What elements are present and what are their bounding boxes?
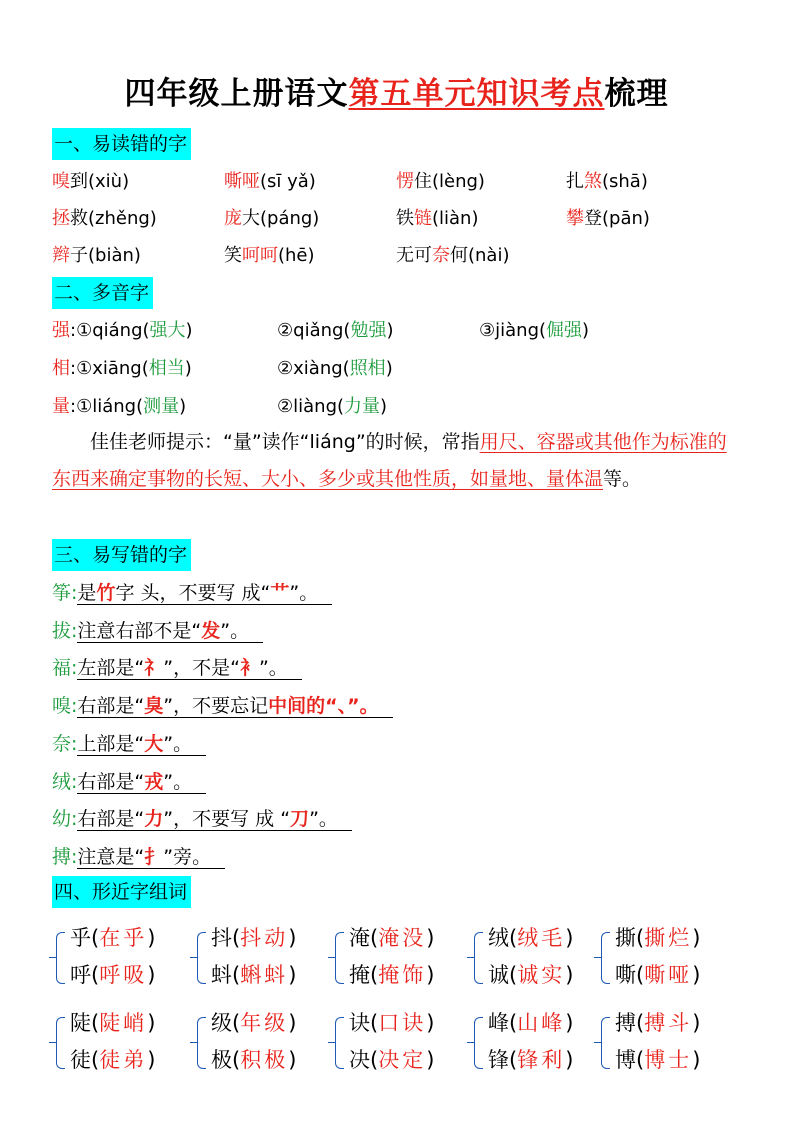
note-text: ”，不是“ <box>163 657 240 680</box>
paren-close: ) <box>426 963 435 987</box>
bracket-icon <box>56 1017 65 1069</box>
word-pinyin: 何(nài) <box>450 245 510 266</box>
polyphone-word: 相当 <box>148 358 185 379</box>
paren-open: ( <box>636 926 645 950</box>
polyphone-pinyin: ②liàng( <box>277 396 345 417</box>
polyphone-char: 强 <box>52 320 70 341</box>
writing-row <box>52 842 225 872</box>
similar-char-line <box>488 1005 573 1042</box>
word-cell <box>396 241 509 271</box>
note-text: 注意右部不是“ <box>77 619 202 642</box>
similar-word: 撕烂 <box>644 926 693 950</box>
note-highlight: 力 <box>144 808 164 831</box>
word-pinyin: (sī yǎ) <box>260 171 316 192</box>
note-text: ”。 <box>258 657 288 680</box>
paren-open: ( <box>91 1011 100 1035</box>
paren-close: ) <box>288 1011 297 1035</box>
paren-close: ) <box>565 1011 574 1035</box>
similar-char-group <box>488 920 573 994</box>
similar-char: 抖 <box>211 926 232 950</box>
title-pre: 四年级上册语文 <box>124 76 349 112</box>
bracket-icon <box>197 932 206 984</box>
similar-char-group <box>211 1005 296 1079</box>
note-text: 是 <box>77 582 97 604</box>
similar-char-group <box>488 1005 573 1079</box>
paren-close: ) <box>147 963 156 987</box>
writing-note <box>77 846 225 869</box>
word-cell <box>566 204 650 234</box>
word-highlight: 链 <box>414 208 432 229</box>
polyphone-close: ) <box>185 320 193 341</box>
paren-open: ( <box>232 926 241 950</box>
writing-row <box>52 691 393 721</box>
similar-char-line <box>70 1005 155 1042</box>
similar-char-line <box>615 1005 700 1042</box>
word-plain: 扎 <box>566 171 584 192</box>
word-highlight: 嘶哑 <box>224 171 260 192</box>
paren-open: ( <box>370 963 379 987</box>
similar-char-line <box>615 1042 700 1079</box>
similar-char-group <box>615 1005 700 1079</box>
similar-word: 诚实 <box>517 963 566 987</box>
similar-word: 口诀 <box>378 1011 427 1035</box>
word-highlight: 煞 <box>584 171 602 192</box>
polyphone-pinyin: ②xiàng( <box>277 358 350 379</box>
section-heading-4: 四、形近字组词 <box>52 876 191 908</box>
similar-char: 锋 <box>488 1048 509 1072</box>
note-highlight: 艹 <box>270 582 290 604</box>
writing-note <box>77 620 263 643</box>
polyphone-item <box>277 316 393 346</box>
word-highlight: 呵呵 <box>242 245 278 266</box>
word-highlight: 愣 <box>396 171 414 192</box>
similar-word: 掩饰 <box>378 963 427 987</box>
polyphone-char: 相 <box>52 358 70 379</box>
paren-close: ) <box>147 1011 156 1035</box>
word-highlight: 庞 <box>224 208 242 229</box>
paren-open: ( <box>636 963 645 987</box>
paren-open: ( <box>370 1011 379 1035</box>
similar-word: 蝌蚪 <box>240 963 289 987</box>
similar-char: 决 <box>349 1048 370 1072</box>
similar-char: 诀 <box>349 1011 370 1035</box>
paren-open: ( <box>509 1011 518 1035</box>
word-highlight: 奈 <box>432 245 450 266</box>
word-cell <box>224 167 316 197</box>
paren-open: ( <box>232 963 241 987</box>
paren-close: ) <box>692 1011 701 1035</box>
writing-char-label: 奈: <box>52 732 78 755</box>
similar-char: 掩 <box>349 963 370 987</box>
paren-open: ( <box>370 1048 379 1072</box>
title-highlight: 第五单元知识考点 <box>348 76 605 112</box>
similar-char: 搏 <box>615 1011 636 1035</box>
similar-word: 博士 <box>644 1048 693 1072</box>
word-cell <box>52 241 141 271</box>
paren-open: ( <box>232 1011 241 1035</box>
similar-char-line <box>70 1042 155 1079</box>
paren-close: ) <box>565 963 574 987</box>
word-plain: 无可 <box>396 245 432 266</box>
word-highlight: 嗅 <box>52 171 70 192</box>
word-pinyin: 大(páng) <box>242 208 320 229</box>
similar-char-line <box>488 1042 573 1079</box>
bracket-icon <box>474 1017 483 1069</box>
paren-open: ( <box>91 963 100 987</box>
similar-char: 淹 <box>349 926 370 950</box>
note-text: 左部是“ <box>77 657 145 680</box>
paren-open: ( <box>636 1048 645 1072</box>
similar-char: 蚪 <box>211 963 232 987</box>
similar-char: 峰 <box>488 1011 509 1035</box>
writing-char-label: 福: <box>52 657 78 680</box>
note-text: 右部是“ <box>77 770 145 793</box>
polyphone-item <box>52 316 193 346</box>
word-plain: 铁 <box>396 208 414 229</box>
word-highlight: 攀 <box>566 208 584 229</box>
note-text: ”。 <box>163 732 193 755</box>
note-highlight: 衤 <box>239 657 259 680</box>
paren-close: ) <box>288 1048 297 1072</box>
note-highlight: 臭 <box>144 695 164 718</box>
similar-word: 搏斗 <box>644 1011 693 1035</box>
similar-char-line <box>349 1042 434 1079</box>
polyphone-item <box>479 316 589 346</box>
similar-char-group <box>70 1005 155 1079</box>
similar-char: 撕 <box>615 926 636 950</box>
writing-row <box>52 804 352 834</box>
writing-row <box>52 578 332 608</box>
bracket-icon <box>56 932 65 984</box>
word-cell <box>52 204 157 234</box>
writing-row <box>52 616 263 646</box>
note-text: ”。 <box>163 770 193 793</box>
similar-char: 嘶 <box>615 963 636 987</box>
similar-word: 陡峭 <box>99 1011 148 1035</box>
page-title <box>0 68 793 113</box>
similar-char: 诚 <box>488 963 509 987</box>
polyphone-item <box>52 392 186 422</box>
polyphone-close: ) <box>385 358 393 379</box>
word-cell <box>224 241 315 271</box>
note-highlight: 戎 <box>144 770 164 793</box>
similar-char: 博 <box>615 1048 636 1072</box>
similar-word: 淹没 <box>378 926 427 950</box>
word-highlight: 辫 <box>52 245 70 266</box>
tip-paragraph <box>52 424 732 498</box>
note-text: ”旁。 <box>163 845 212 868</box>
writing-char-label: 拔: <box>52 619 78 642</box>
bracket-icon <box>601 932 610 984</box>
paren-open: ( <box>509 963 518 987</box>
polyphone-close: ) <box>179 396 187 417</box>
word-cell <box>224 204 319 234</box>
polyphone-char: 量 <box>52 396 70 417</box>
similar-char-line <box>615 957 700 994</box>
word-pinyin: 到(xiù) <box>70 171 130 192</box>
polyphone-word: 测量 <box>143 396 180 417</box>
similar-char-group <box>349 1005 434 1079</box>
similar-char-group <box>349 920 434 994</box>
paren-open: ( <box>232 1048 241 1072</box>
similar-char: 徒 <box>70 1048 91 1072</box>
paren-close: ) <box>426 1048 435 1072</box>
note-highlight: 礻 <box>144 657 164 680</box>
polyphone-pinyin: :①xiāng( <box>70 358 149 379</box>
similar-char-line <box>70 920 155 957</box>
similar-char-line <box>211 920 296 957</box>
note-text: ”。 <box>309 808 338 831</box>
writing-note <box>77 733 206 756</box>
note-text: ”，不要忘记 <box>163 695 269 718</box>
tip-pre: 佳佳老师提示：“量”读作“liáng”的时候，常指 <box>90 431 480 453</box>
writing-char-label: 幼: <box>52 808 78 831</box>
bracket-icon <box>474 932 483 984</box>
similar-char: 乎 <box>70 926 91 950</box>
similar-char: 级 <box>211 1011 232 1035</box>
polyphone-word: 照相 <box>349 358 386 379</box>
word-plain: 笑 <box>224 245 242 266</box>
similar-word: 决定 <box>378 1048 427 1072</box>
paren-close: ) <box>565 1048 574 1072</box>
word-pinyin: (shā) <box>602 171 648 192</box>
word-cell <box>52 167 129 197</box>
similar-word: 锋利 <box>517 1048 566 1072</box>
writing-note <box>77 695 392 718</box>
bracket-icon <box>335 1017 344 1069</box>
bracket-icon <box>335 932 344 984</box>
bracket-icon <box>197 1017 206 1069</box>
similar-char-line <box>70 957 155 994</box>
note-text: 上部是“ <box>77 732 145 755</box>
note-text: 注意是“ <box>77 845 145 868</box>
similar-char-line <box>615 920 700 957</box>
paren-open: ( <box>509 926 518 950</box>
paren-close: ) <box>692 926 701 950</box>
section-heading-2: 二、多音字 <box>52 277 153 309</box>
paren-close: ) <box>147 926 156 950</box>
note-highlight: 扌 <box>144 845 164 868</box>
word-cell <box>396 204 479 234</box>
polyphone-item <box>277 392 387 422</box>
paren-open: ( <box>370 926 379 950</box>
paren-open: ( <box>636 1011 645 1035</box>
title-post: 梳理 <box>604 76 669 112</box>
word-cell <box>566 167 648 197</box>
paren-close: ) <box>288 963 297 987</box>
similar-char: 绒 <box>488 926 509 950</box>
polyphone-close: ) <box>184 358 192 379</box>
similar-char-group <box>211 920 296 994</box>
similar-word: 绒毛 <box>517 926 566 950</box>
similar-char-line <box>488 957 573 994</box>
similar-char-line <box>488 920 573 957</box>
polyphone-word: 强大 <box>149 320 186 341</box>
note-highlight: 竹 <box>96 582 116 604</box>
similar-word: 嘶哑 <box>644 963 693 987</box>
writing-char-label: 嗅: <box>52 695 78 718</box>
note-highlight: 中间的“、”。 <box>268 695 379 718</box>
polyphone-word: 倔强 <box>546 320 583 341</box>
word-pinyin: 救(zhěng) <box>70 208 157 229</box>
similar-word: 在乎 <box>99 926 148 950</box>
note-highlight: 发 <box>201 619 221 642</box>
polyphone-pinyin: :①qiáng( <box>70 320 150 341</box>
similar-char-line <box>349 957 434 994</box>
polyphone-pinyin: ③jiàng( <box>479 320 547 341</box>
paren-close: ) <box>692 1048 701 1072</box>
similar-char-group <box>615 920 700 994</box>
writing-note <box>77 771 206 794</box>
polyphone-pinyin: ②qiǎng( <box>277 320 351 341</box>
word-cell <box>396 167 485 197</box>
similar-word: 徒弟 <box>99 1048 148 1072</box>
tip-post: 等。 <box>603 468 642 490</box>
word-pinyin: (liàn) <box>432 208 479 229</box>
bracket-icon <box>601 1017 610 1069</box>
paren-close: ) <box>426 1011 435 1035</box>
similar-char-line <box>211 1005 296 1042</box>
similar-char: 呼 <box>70 963 91 987</box>
similar-word: 山峰 <box>517 1011 566 1035</box>
polyphone-close: ) <box>380 396 388 417</box>
similar-word: 年级 <box>240 1011 289 1035</box>
paren-close: ) <box>426 926 435 950</box>
word-pinyin: 登(pān) <box>584 208 650 229</box>
writing-char-label: 搏: <box>52 845 78 868</box>
writing-note <box>77 657 301 680</box>
word-pinyin: 住(lèng) <box>414 171 485 192</box>
polyphone-item <box>52 354 192 384</box>
paren-close: ) <box>147 1048 156 1072</box>
paren-close: ) <box>565 926 574 950</box>
polyphone-item <box>277 354 393 384</box>
writing-char-label: 筝: <box>52 582 78 604</box>
writing-char-label: 绒: <box>52 770 78 793</box>
note-text: ”。 <box>289 582 319 604</box>
tip-underlined: 用尺、容器或其他作为标准的东西来确定事物的长短、大小、多少或其他性质，如量地、量体温 <box>52 431 727 490</box>
writing-note <box>77 582 332 605</box>
note-text: 右部是“ <box>77 695 145 718</box>
paren-close: ) <box>692 963 701 987</box>
paren-open: ( <box>91 1048 100 1072</box>
polyphone-word: 勉强 <box>350 320 387 341</box>
similar-char-line <box>349 920 434 957</box>
writing-row <box>52 767 206 797</box>
paren-open: ( <box>509 1048 518 1072</box>
note-highlight: 刀 <box>290 808 310 831</box>
note-highlight: 大 <box>144 732 164 755</box>
similar-char: 陡 <box>70 1011 91 1035</box>
polyphone-word: 力量 <box>344 396 381 417</box>
writing-row <box>52 653 302 683</box>
writing-row <box>52 729 206 759</box>
similar-char: 极 <box>211 1048 232 1072</box>
similar-char-group <box>70 920 155 994</box>
note-text: 字 头，不要写 成“ <box>115 582 271 604</box>
note-text: ”。 <box>220 619 250 642</box>
similar-word: 呼吸 <box>99 963 148 987</box>
similar-char-line <box>349 1005 434 1042</box>
word-pinyin: (hē) <box>278 245 315 266</box>
paren-close: ) <box>288 926 297 950</box>
note-text: ”，不要写 成 “ <box>163 808 291 831</box>
similar-word: 积极 <box>240 1048 289 1072</box>
paren-open: ( <box>91 926 100 950</box>
polyphone-close: ) <box>386 320 394 341</box>
polyphone-close: ) <box>582 320 590 341</box>
section-heading-3: 三、易写错的字 <box>52 539 191 571</box>
similar-char-line <box>211 1042 296 1079</box>
note-text: 右部是“ <box>77 808 145 831</box>
writing-note <box>77 808 352 831</box>
similar-char-line <box>211 957 296 994</box>
word-highlight: 拯 <box>52 208 70 229</box>
word-pinyin: 子(biàn) <box>70 245 141 266</box>
polyphone-pinyin: :①liáng( <box>70 396 144 417</box>
section-heading-1: 一、易读错的字 <box>52 128 191 160</box>
similar-word: 抖动 <box>240 926 289 950</box>
